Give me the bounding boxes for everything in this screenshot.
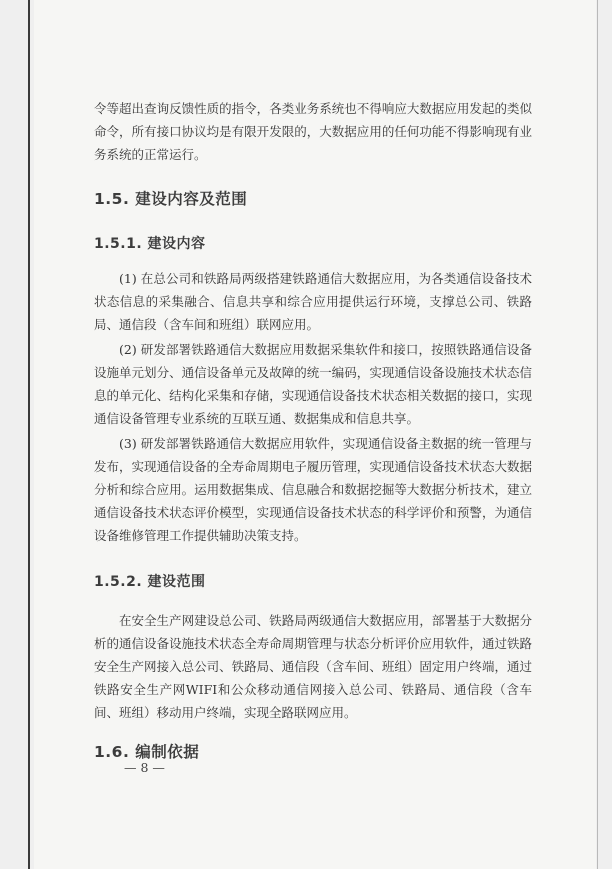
content-item-2: (2) 研发部署铁路通信大数据应用数据采集软件和接口，按照铁路通信设备设施单元划分、通信设备单元及故障的统一编码，实现通信设备设施技术状态信息的单元化、结构化采集和存储，实现通信设备技术状态相关数据的接口，实现通信设备管理专业系统的互联互通、数据集成和信息共享。	[94, 342, 532, 426]
content-item-1: (1) 在总公司和铁路局两级搭建铁路通信大数据应用，为各类通信设备技术状态信息的采集融合、信息共享和综合应用提供运行环境，支撑总公司、铁路局、通信段（含车间和班组）联网应用。	[94, 271, 532, 332]
scan-border-left	[28, 0, 30, 869]
scope-paragraph: 在安全生产网建设总公司、铁路局两级通信大数据应用，部署基于大数据分析的通信设备设施技术状态全寿命周期管理与状态分析评价应用软件，通过铁路安全生产网接入总公司、铁路局、通信段（含车间、班组）固定用户终端，通过铁路安全生产网WIFI和公众移动通信网接入总公司、铁路局、通信段（含车间、班组）移动用户终端，实现全路联网应用。	[94, 613, 532, 720]
section-1-5-1-heading: 1.5.1. 建设内容	[94, 236, 206, 252]
section-1-5-2-heading: 1.5.2. 建设范围	[94, 574, 206, 590]
page-number: — 8 —	[124, 760, 165, 775]
section-1-6-heading: 1.6. 编制依据	[94, 743, 200, 761]
page-content	[94, 97, 532, 762]
content-item-3: (3) 研发部署铁路通信大数据应用软件，实现通信设备主数据的统一管理与发布，实现通信设备的全寿命周期电子履历管理，实现通信设备技术状态大数据分析和综合应用。运用数据集成、信息融合和数据挖掘等大数据分析技术，建立通信设备技术状态评价模型，实现通信设备技术状态的科学评价和预警，为通信设备维修管理工作提供辅助决策支持。	[94, 436, 532, 543]
section-1-5-heading: 1.5. 建设内容及范围	[94, 190, 248, 208]
intro-paragraph: 令等超出查询反馈性质的指令，各类业务系统也不得响应大数据应用发起的类似命令，所有接口协议均是有限开发限的，大数据应用的任何功能不得影响现有业务系统的正常运行。	[94, 101, 532, 162]
scan-border-right	[597, 0, 598, 869]
